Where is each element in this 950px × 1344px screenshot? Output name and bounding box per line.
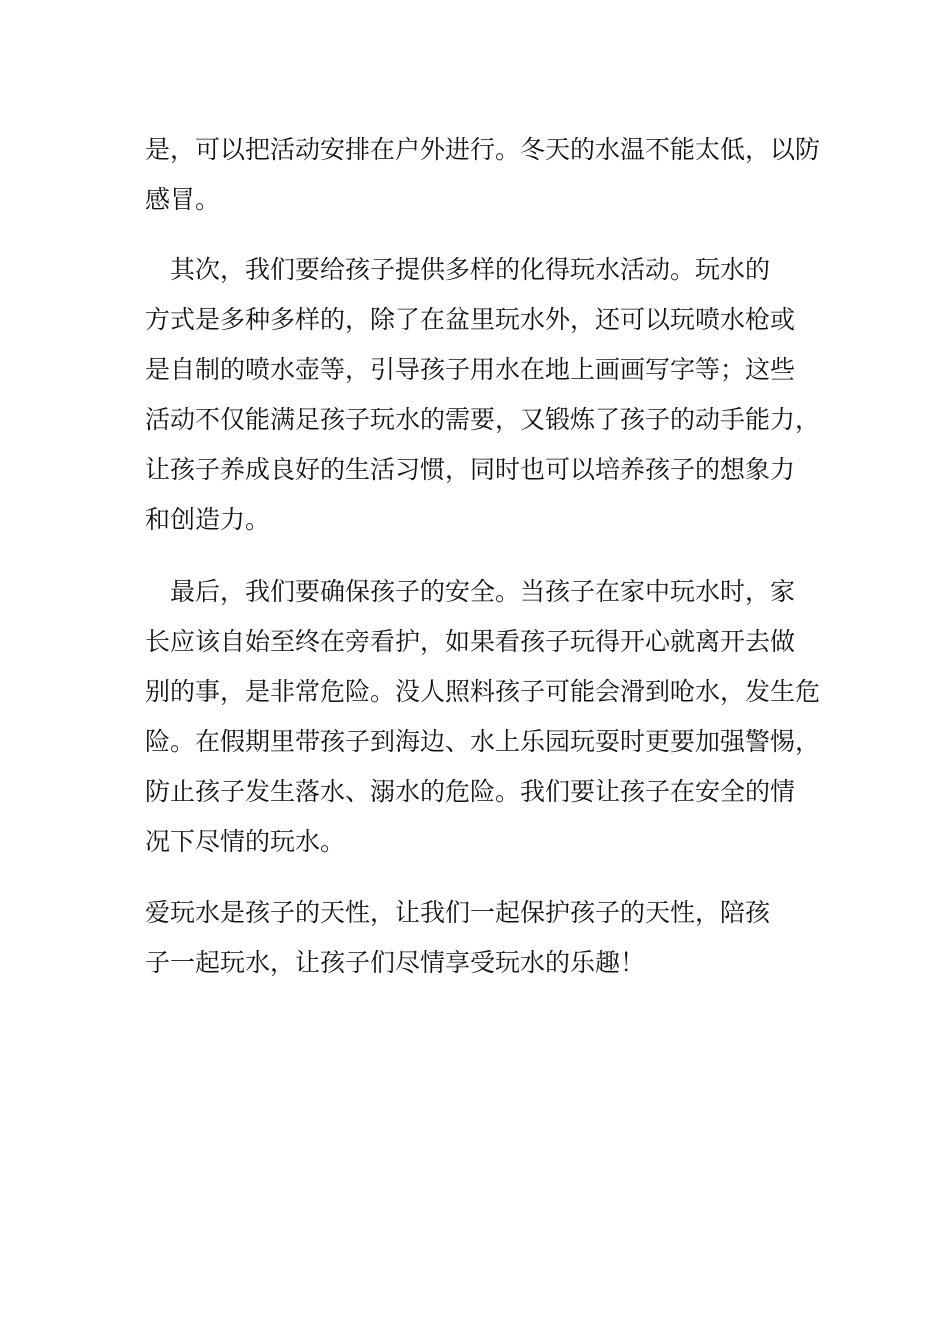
paragraph-line: 况下尽情的玩水。 xyxy=(145,827,346,856)
paragraph-4 xyxy=(145,888,825,988)
paragraph-line: 是，可以把活动安排在户外进行。冬天的水温不能太低，以防 xyxy=(145,135,821,164)
paragraph-line: 其次，我们要给孩子提供多样的化得玩水活动。玩水的 xyxy=(145,255,771,284)
paragraph-line: 让孩子养成良好的生活习惯，同时也可以培养孩子的想象力 xyxy=(145,455,796,484)
paragraph-line: 险。在假期里带孩子到海边、水上乐园玩耍时更要加强警惕， xyxy=(145,727,821,756)
paragraph-line: 方式是多种多样的，除了在盆里玩水外，还可以玩喷水枪或 xyxy=(145,305,796,334)
paragraph-line: 最后，我们要确保孩子的安全。当孩子在家中玩水时，家 xyxy=(145,577,796,606)
paragraph-line: 活动不仅能满足孩子玩水的需要，又锻炼了孩子的动手能力， xyxy=(145,405,821,434)
paragraph-line: 是自制的喷水壶等，引导孩子用水在地上画画写字等；这些 xyxy=(145,355,796,384)
paragraph-line: 子一起玩水，让孩子们尽情享受玩水的乐趣！ xyxy=(145,948,646,977)
paragraph-line: 长应该自始至终在旁看护，如果看孩子玩得开心就离开去做 xyxy=(145,627,796,656)
paragraph-line: 和创造力。 xyxy=(145,505,271,534)
paragraph-2 xyxy=(145,245,825,545)
paragraph-line: 感冒。 xyxy=(145,185,221,214)
paragraph-1 xyxy=(145,125,825,225)
paragraph-3 xyxy=(145,567,825,867)
paragraph-line: 防止孩子发生落水、溺水的危险。我们要让孩子在安全的情 xyxy=(145,777,796,806)
paragraph-line: 别的事，是非常危险。没人照料孩子可能会滑到呛水，发生危 xyxy=(145,677,821,706)
paragraph-line: 爱玩水是孩子的天性，让我们一起保护孩子的天性，陪孩 xyxy=(145,898,771,927)
